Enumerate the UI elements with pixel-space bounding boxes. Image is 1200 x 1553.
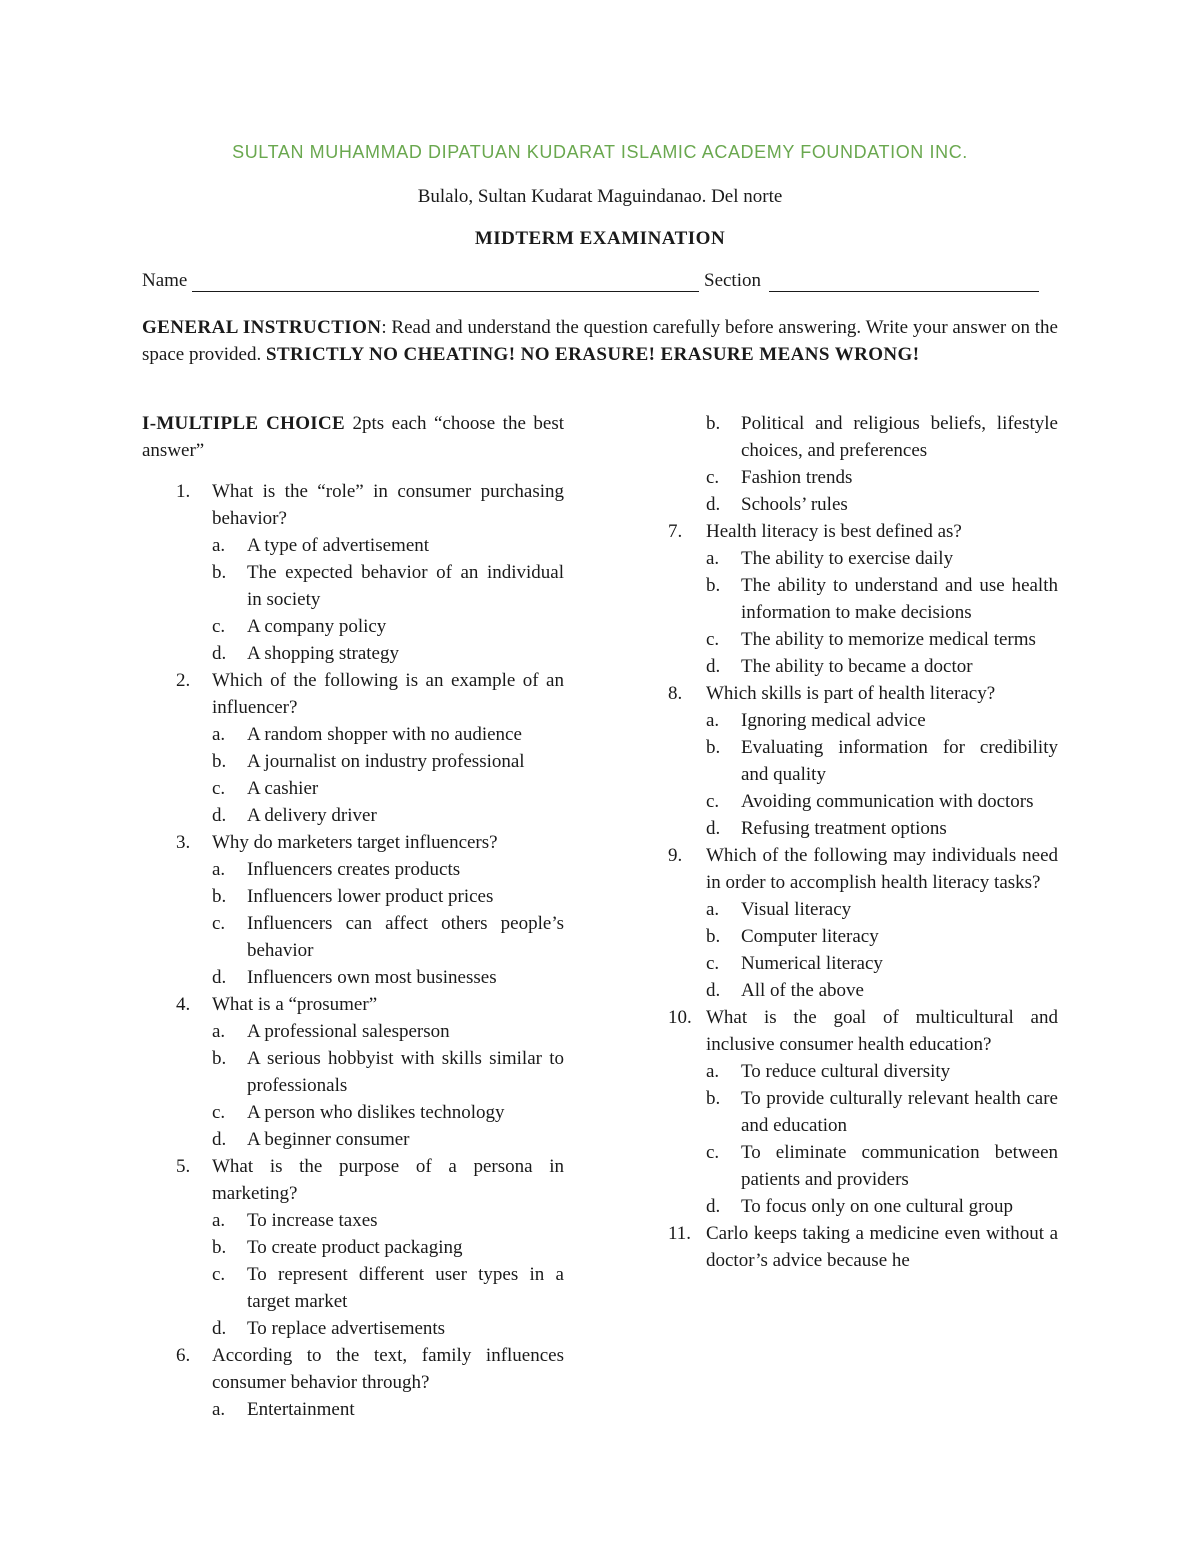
answer-option[interactable] (142, 1018, 564, 1045)
option-text: Influencers can affect others people’s behavior (247, 913, 564, 961)
question-number: 5. (176, 1156, 191, 1177)
answer-option[interactable] (142, 802, 564, 829)
answer-option[interactable] (142, 1045, 564, 1099)
answer-option[interactable] (668, 410, 1058, 464)
option-letter: c. (212, 778, 226, 799)
option-text: To provide culturally relevant health care and education (741, 1088, 1058, 1136)
option-text: Avoiding communication with doctors (741, 791, 1034, 812)
option-letter: c. (212, 1264, 226, 1285)
answer-option[interactable] (142, 775, 564, 802)
option-text: Ignoring medical advice (741, 710, 926, 731)
option-letter: c. (706, 467, 720, 488)
option-text: Computer literacy (741, 926, 879, 947)
option-text: A professional salesperson (247, 1021, 450, 1042)
option-letter: c. (212, 1102, 226, 1123)
option-letter: b. (706, 737, 721, 758)
question-text: Which of the following may individuals need in order to accomplish health literacy tasks? (706, 845, 1058, 893)
answer-option[interactable] (142, 748, 564, 775)
option-text: A shopping strategy (247, 643, 399, 664)
option-text: Influencers creates products (247, 859, 461, 880)
question-number: 8. (668, 683, 683, 704)
instruction-label: GENERAL INSTRUCTION (142, 317, 382, 338)
option-letter: c. (706, 629, 720, 650)
answer-option[interactable] (142, 1234, 564, 1261)
option-letter: d. (706, 1196, 721, 1217)
section-label: Section (704, 270, 761, 291)
option-text: The ability to became a doctor (741, 656, 973, 677)
option-text: A journalist on industry professional (247, 751, 525, 772)
section-blank[interactable] (769, 291, 1039, 292)
question (142, 1153, 564, 1207)
option-text: To represent different user types in a target market (247, 1264, 564, 1312)
answer-option[interactable] (668, 545, 1058, 572)
option-letter: c. (212, 913, 226, 934)
option-text: Numerical literacy (741, 953, 883, 974)
name-blank[interactable] (192, 291, 699, 292)
option-letter: d. (706, 494, 721, 515)
answer-option[interactable] (668, 1058, 1058, 1085)
option-text: The expected behavior of an individual in society (247, 562, 564, 610)
option-letter: b. (212, 1048, 227, 1069)
question (668, 1004, 1058, 1058)
answer-option[interactable] (142, 721, 564, 748)
option-text: A type of advertisement (247, 535, 430, 556)
answer-option[interactable] (142, 613, 564, 640)
option-text: Entertainment (247, 1399, 355, 1420)
option-letter: b. (706, 413, 721, 434)
right-column (668, 410, 1058, 1274)
answer-option[interactable] (142, 1396, 564, 1423)
question-number: 11. (668, 1223, 692, 1244)
option-letter: b. (706, 1088, 721, 1109)
answer-option[interactable] (142, 1126, 564, 1153)
answer-option[interactable] (142, 910, 564, 964)
question (142, 829, 564, 856)
question-number: 1. (176, 481, 191, 502)
option-letter: b. (212, 886, 227, 907)
option-text: To eliminate communication between patients and providers (741, 1142, 1058, 1190)
answer-option[interactable] (668, 896, 1058, 923)
option-letter: c. (706, 791, 720, 812)
answer-option[interactable] (668, 491, 1058, 518)
option-letter: d. (212, 643, 227, 664)
question-number: 2. (176, 670, 191, 691)
answer-option[interactable] (668, 707, 1058, 734)
option-text: The ability to exercise daily (741, 548, 954, 569)
question (142, 991, 564, 1018)
option-letter: d. (212, 1318, 227, 1339)
school-name: SULTAN MUHAMMAD DIPATUAN KUDARAT ISLAMIC ACADEMY FOUNDATION INC. (232, 142, 968, 162)
option-letter: a. (212, 535, 226, 556)
option-text: A company policy (247, 616, 387, 637)
option-letter: a. (706, 548, 720, 569)
name-section-line (142, 270, 1042, 296)
option-text: Political and religious beliefs, lifestyle choices, and preferences (741, 413, 1058, 461)
question-text: Carlo keeps taking a medicine even without a doctor’s advice because he (706, 1223, 1058, 1271)
answer-option[interactable] (668, 734, 1058, 788)
option-text: To focus only on one cultural group (741, 1196, 1014, 1217)
answer-option[interactable] (668, 788, 1058, 815)
name-label: Name (142, 270, 188, 291)
option-letter: d. (706, 656, 721, 677)
option-text: Schools’ rules (741, 494, 848, 515)
answer-option[interactable] (668, 1139, 1058, 1193)
instruction-text: : Read and understand the question carefully before answering. Write your answer on the space provided. (142, 317, 1058, 365)
option-letter: b. (706, 926, 721, 947)
question-text: Why do marketers target influencers? (212, 832, 498, 853)
question (142, 667, 564, 721)
answer-option[interactable] (142, 532, 564, 559)
question-text: What is the goal of multicultural and inclusive consumer health education? (706, 1007, 1058, 1055)
exam-title: MIDTERM EXAMINATION (474, 228, 726, 249)
answer-option[interactable] (142, 883, 564, 910)
option-text: Influencers own most businesses (247, 967, 497, 988)
question-number: 10. (668, 1007, 692, 1028)
question-text: What is the “role” in consumer purchasing behavior? (212, 481, 564, 529)
option-letter: d. (706, 980, 721, 1001)
question-number: 4. (176, 994, 191, 1015)
option-letter: a. (706, 899, 720, 920)
option-letter: a. (212, 859, 226, 880)
answer-option[interactable] (142, 1207, 564, 1234)
option-letter: b. (212, 751, 227, 772)
general-instruction (142, 314, 1058, 368)
answer-option[interactable] (668, 815, 1058, 842)
option-letter: c. (212, 616, 226, 637)
answer-option[interactable] (668, 977, 1058, 1004)
question-text: What is the purpose of a persona in marketing? (212, 1156, 564, 1204)
option-letter: d. (212, 967, 227, 988)
option-letter: a. (706, 710, 720, 731)
question-text: Which skills is part of health literacy? (706, 683, 996, 704)
answer-option[interactable] (142, 964, 564, 991)
option-text: A delivery driver (247, 805, 377, 826)
option-text: To create product packaging (247, 1237, 463, 1258)
option-text: The ability to understand and use health information to make decisions (741, 575, 1058, 623)
section-title: I-MULTIPLE CHOICE (142, 413, 345, 434)
question-number: 6. (176, 1345, 191, 1366)
left-column (142, 410, 564, 1423)
option-text: Visual literacy (741, 899, 852, 920)
option-text: A random shopper with no audience (247, 724, 522, 745)
section-heading (142, 410, 564, 464)
option-letter: d. (706, 818, 721, 839)
answer-option[interactable] (668, 464, 1058, 491)
answer-option[interactable] (668, 572, 1058, 626)
option-letter: a. (212, 1399, 226, 1420)
option-text: Refusing treatment options (741, 818, 947, 839)
option-text: To replace advertisements (247, 1318, 446, 1339)
option-letter: a. (212, 1021, 226, 1042)
answer-option[interactable] (668, 653, 1058, 680)
question (142, 1342, 564, 1396)
option-text: A cashier (247, 778, 319, 799)
option-letter: b. (706, 575, 721, 596)
option-text: A serious hobbyist with skills similar to professionals (247, 1048, 564, 1096)
option-letter: d. (212, 1129, 227, 1150)
question-number: 9. (668, 845, 683, 866)
option-letter: b. (212, 562, 227, 583)
question (668, 842, 1058, 896)
option-text: To reduce cultural diversity (741, 1061, 951, 1082)
question-number: 3. (176, 832, 191, 853)
answer-option[interactable] (668, 1085, 1058, 1139)
answer-option[interactable] (142, 559, 564, 613)
option-text: To increase taxes (247, 1210, 378, 1231)
answer-option[interactable] (668, 950, 1058, 977)
option-letter: c. (706, 953, 720, 974)
answer-option[interactable] (142, 640, 564, 667)
question (668, 1220, 1058, 1274)
section-subtitle: 2pts each “choose the best answer” (142, 413, 564, 461)
option-letter: d. (212, 805, 227, 826)
answer-option[interactable] (142, 1099, 564, 1126)
question-number: 7. (668, 521, 683, 542)
question-text: What is a “prosumer” (212, 994, 378, 1015)
answer-option[interactable] (668, 1193, 1058, 1220)
option-letter: c. (706, 1142, 720, 1163)
option-letter: a. (212, 724, 226, 745)
option-text: A beginner consumer (247, 1129, 410, 1150)
question (668, 680, 1058, 707)
question-text: Health literacy is best defined as? (706, 521, 962, 542)
school-address: Bulalo, Sultan Kudarat Maguindanao. Del norte (417, 186, 783, 207)
option-letter: b. (212, 1237, 227, 1258)
option-text: Evaluating information for credibility and quality (741, 737, 1058, 785)
option-text: Fashion trends (741, 467, 853, 488)
option-letter: a. (212, 1210, 226, 1231)
question (142, 478, 564, 532)
answer-option[interactable] (668, 923, 1058, 950)
question-text: According to the text, family influences consumer behavior through? (212, 1345, 564, 1393)
option-text: A person who dislikes technology (247, 1102, 505, 1123)
answer-option[interactable] (142, 1261, 564, 1315)
instruction-warning: STRICTLY NO CHEATING! NO ERASURE! ERASURE MEANS WRONG! (265, 344, 920, 365)
answer-option[interactable] (668, 626, 1058, 653)
option-text: The ability to memorize medical terms (741, 629, 1036, 650)
option-text: Influencers lower product prices (247, 886, 494, 907)
option-letter: a. (706, 1061, 720, 1082)
answer-option[interactable] (142, 856, 564, 883)
question-text: Which of the following is an example of an influencer? (212, 670, 564, 718)
option-text: All of the above (741, 980, 864, 1001)
answer-option[interactable] (142, 1315, 564, 1342)
question (668, 518, 1058, 545)
